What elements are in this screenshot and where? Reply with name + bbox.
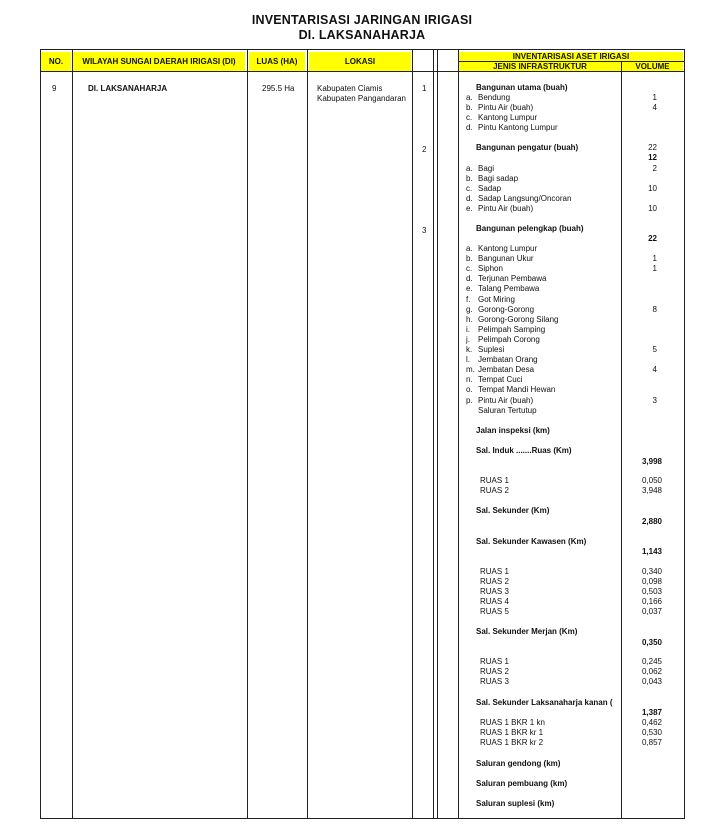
item-label: Gorong-Gorong [478,304,535,314]
list-item [466,274,546,284]
header-inventarisasi: INVENTARISASI ASET IRIGASI [459,52,683,61]
ruas-name: RUAS 3 [480,677,509,687]
item-label: Got Miring [478,294,515,304]
item-label: Bendung [478,93,511,102]
item-label: Kantong Lumpur [478,244,538,253]
table-top-border [40,49,684,50]
item-label: Talang Pembawa [478,284,540,294]
item-label: Pintu Air (buah) [478,204,534,214]
item-letter: l. [466,355,470,365]
sal-merjan-label: Sal. Sekunder Merjan (Km) [476,627,578,636]
item-letter: b. [466,174,473,184]
sal-sekunder-label: Sal. Sekunder (Km) [476,506,550,515]
record-luas: 295.5 Ha [262,84,295,93]
sal-laksanaharja-label: Sal. Sekunder Laksanaharja kanan ( [476,698,613,707]
col-border [412,49,413,819]
saluran-suplesi-label: Saluran suplesi (km) [476,799,555,808]
item-label: Bagi sadap [478,174,519,184]
ruas-value: 0,037 [641,607,662,617]
item-letter: o. [466,385,473,395]
section-title: Bangunan pelengkap (buah) [476,224,584,233]
item-letter: p. [466,395,473,405]
item-volume: 1 [652,254,657,264]
item-volume: 1 [652,93,657,102]
item-volume: 4 [652,103,657,113]
item-label: Pintu Air (buah) [478,103,534,113]
list-item [466,103,533,113]
page-subtitle: DI. LAKSANAHARJA [298,28,426,42]
item-label: Tempat Mandi Hewan [478,385,556,395]
saluran-pembuang-label: Saluran pembuang (km) [476,779,568,788]
item-volume: 5 [652,345,657,354]
col-border [433,49,434,819]
list-item [466,375,522,385]
item-label: Sadap Langsung/Oncoran [478,194,572,204]
ruas-value: 0,530 [641,728,662,738]
ruas-name: RUAS 4 [480,597,509,607]
record-lokasi-2: Kabupaten Pangandaran [317,94,406,103]
item-label: Siphon [478,264,503,274]
item-label: Kantong Lumpur [478,113,538,123]
col-border [307,49,308,819]
list-item [466,174,518,184]
ruas-value: 0,245 [641,657,662,666]
item-label: Saluran Tertutup [478,405,537,415]
item-letter: h. [466,314,473,324]
ruas-value: 0,166 [641,597,662,607]
ruas-name: RUAS 1 [480,657,509,666]
record-lokasi-1: Kabupaten Ciamis [317,84,383,93]
ruas-name: RUAS 1 BKR 1 kn [480,718,545,727]
list-item [466,254,534,264]
section-title: Bangunan pengatur (buah) [476,143,579,152]
list-item [466,365,534,375]
item-letter: c. [466,113,473,123]
item-letter: b. [466,103,473,113]
list-item [466,385,555,395]
item-letter: c. [466,184,473,194]
item-volume: 2 [652,164,657,173]
item-label: Pintu Air (buah) [478,395,534,405]
item-letter: d. [466,274,473,284]
col-border [437,49,438,819]
sal-sekunder-total: 2,880 [641,517,662,526]
ruas-value: 0,462 [641,718,662,727]
col-border [684,49,685,819]
sal-induk-label: Sal. Induk .......Ruas (Km) [476,446,572,455]
col-border [40,49,41,819]
header-no: NO. [41,52,71,71]
list-item [466,305,534,315]
header-lokasi: LOKASI [309,52,411,71]
ruas-value: 0,062 [641,667,662,677]
list-item [466,184,501,194]
list-item [466,335,540,345]
item-label: Terjunan Pembawa [478,274,547,284]
list-item [466,204,533,214]
list-item [466,406,537,416]
item-label: Pintu Kantong Lumpur [478,123,558,133]
ruas-name: RUAS 3 [480,587,509,597]
header-volume: VOLUME [622,62,683,71]
ruas-value: 0,503 [641,587,662,597]
table-header-border [40,71,684,72]
list-item [466,194,571,204]
ruas-name: RUAS 1 [480,476,509,485]
item-volume: 1 [652,264,657,274]
header-sub-border [458,61,684,62]
ruas-value: 0,098 [641,577,662,587]
item-letter: e. [466,284,473,294]
list-item [466,355,538,365]
table-bottom-border [40,818,684,819]
item-label: Gorong-Gorong Silang [478,314,559,324]
item-label: Pelimpah Corong [478,334,540,344]
list-item [466,244,537,254]
item-letter: f. [466,294,471,304]
jalan-inspeksi-label: Jalan inspeksi (km) [476,426,550,435]
item-label: Sadap [478,184,502,194]
header-wilayah: WILAYAH SUNGAI DAERAH IRIGASI (DI) [73,52,245,71]
ruas-value: 0,340 [641,567,662,576]
item-letter: b. [466,254,473,264]
item-letter: i. [466,324,470,334]
list-item [466,113,537,123]
list-item [466,315,559,325]
ruas-name: RUAS 1 BKR kr 1 [480,728,544,738]
list-item [466,284,539,294]
ruas-name: RUAS 1 BKR kr 2 [480,738,544,748]
col-border [72,49,73,819]
list-item [466,93,510,103]
ruas-name: RUAS 5 [480,607,509,617]
item-letter: k. [466,345,473,354]
section-number: 3 [422,226,427,235]
item-letter: a. [466,93,473,102]
record-wilayah: DI. LAKSANAHARJA [88,84,168,93]
item-label: Jembatan Desa [478,365,535,375]
item-volume: 4 [652,365,657,375]
list-item [466,295,515,305]
item-label: Pelimpah Samping [478,324,546,334]
item-label: Bagi [478,164,495,173]
list-item [466,396,533,406]
item-letter: j. [466,334,470,344]
item-label: Jembatan Orang [478,355,538,365]
item-letter: c. [466,264,473,274]
col-border [458,49,459,819]
list-item [466,345,504,355]
item-letter: d. [466,123,473,133]
section-total: 22 [648,234,657,243]
item-letter: g. [466,304,473,314]
item-letter: d. [466,194,473,204]
item-letter: e. [466,204,473,214]
section-total: 22 [648,143,657,152]
item-letter: m. [466,365,475,375]
page-title: INVENTARISASI JARINGAN IRIGASI [251,13,473,27]
ruas-name: RUAS 2 [480,486,509,496]
list-item [466,123,558,133]
sal-merjan-total: 0,350 [641,638,662,647]
sal-kawasen-label: Sal. Sekunder Kawasen (Km) [476,537,587,546]
sal-induk-total: 3,998 [641,457,662,466]
item-label: Tempat Cuci [478,375,523,385]
section-number: 1 [422,84,427,93]
item-label: Bangunan Ukur [478,254,534,264]
saluran-gendong-label: Saluran gendong (km) [476,759,561,768]
ruas-value: 0,043 [641,677,662,687]
item-volume: 10 [648,184,657,194]
ruas-value: 3,948 [641,486,662,496]
ruas-name: RUAS 1 [480,567,509,576]
item-volume: 10 [648,204,657,214]
header-luas: LUAS (HA) [249,52,305,71]
header-jenis: JENIS INFRASTRUKTUR [459,62,621,71]
list-item [466,325,545,335]
section-number: 2 [422,145,427,154]
section-title: Bangunan utama (buah) [476,83,568,92]
item-letter: a. [466,164,473,173]
ruas-name: RUAS 2 [480,577,509,587]
sal-laksanaharja-total: 1,387 [641,708,662,717]
ruas-name: RUAS 2 [480,667,509,677]
ruas-value: 0,857 [641,738,662,748]
list-item [466,164,494,174]
item-volume: 8 [652,304,657,314]
section-total: 12 [648,153,657,162]
item-letter: n. [466,375,473,385]
item-volume: 3 [652,395,657,405]
col-border [247,49,248,819]
list-item [466,264,503,274]
col-border [621,61,622,819]
item-label: Suplesi [478,345,505,354]
item-letter: a. [466,244,473,253]
ruas-value: 0,050 [641,476,662,485]
sal-kawasen-total: 1,143 [641,547,662,556]
record-no: 9 [52,84,57,93]
